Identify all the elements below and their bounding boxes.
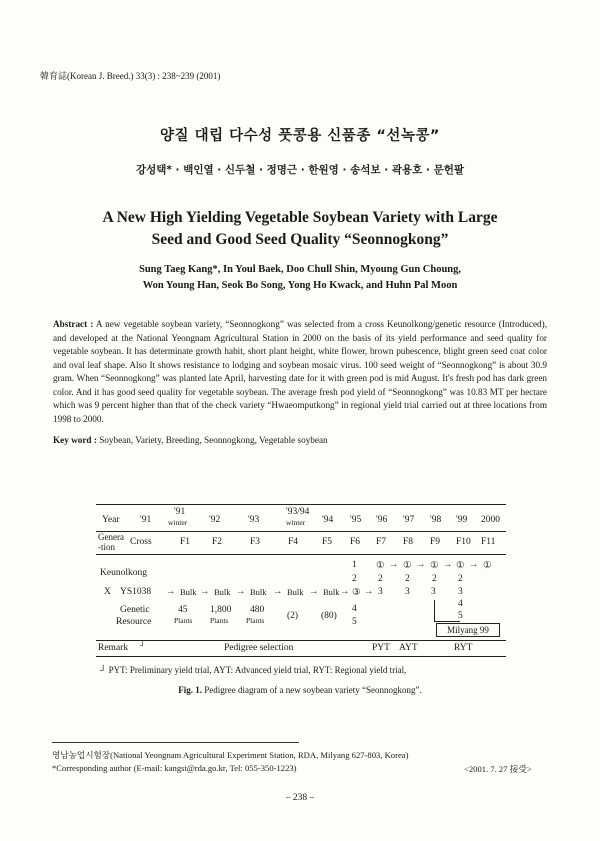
winter-label-94: winter (286, 518, 306, 527)
gen-f7: F7 (376, 537, 387, 547)
plants-label-f2: Plants (210, 616, 229, 625)
keyword-label: Key word : (53, 435, 97, 445)
circled-one-96: ① (376, 561, 385, 571)
year-96: '96 (376, 515, 388, 525)
num-3-99: 3 (458, 587, 463, 597)
num-2-99: 2 (458, 574, 463, 584)
abstract-label: Abstract : (53, 319, 94, 329)
pedigree-selection-label: Pedigree selection (224, 643, 294, 653)
num-2-96: 2 (378, 574, 383, 584)
arrow-1: → (166, 587, 176, 597)
line-num-5: 5 (352, 617, 357, 627)
arrow-7: → (364, 587, 374, 597)
year-92: '92 (209, 515, 221, 525)
ryt-label: RYT (454, 643, 473, 653)
resource-label-2: Resource (116, 617, 152, 627)
paper-title (40, 207, 560, 251)
num-3-97: 3 (405, 587, 410, 597)
plants-count-f2: 1,800 (210, 605, 232, 615)
num-2-97: 2 (405, 574, 410, 584)
figure-footnote: ┘ PYT: Preliminary yield trial, AYT: Advanced yield trial, RYT: Regional yield trial, (100, 665, 407, 675)
year-93: '93 (248, 515, 260, 525)
line-num-2: 2 (352, 574, 357, 584)
bulk-f2: Bulk (214, 587, 231, 597)
arrow-3: → (236, 587, 246, 597)
gen-f3: F3 (250, 537, 261, 547)
keyword-text: Soybean, Variety, Breeding, Seonnogkong, Vegetable soybean (99, 435, 328, 445)
year-91b: '91 (174, 507, 186, 517)
remark-top-rule (96, 640, 506, 641)
author-list (40, 262, 560, 294)
plants-count-f1: 45 (178, 605, 188, 615)
year-97: '97 (403, 515, 415, 525)
year-row-rule (96, 531, 506, 532)
circled-one-98: ① (430, 561, 439, 571)
arrow-99-2000: → (469, 560, 479, 570)
plants-count-f3: 480 (250, 605, 265, 615)
arrow-2: → (200, 587, 210, 597)
remark-mark: ┘ (140, 641, 146, 650)
num-3-98: 3 (431, 587, 436, 597)
korean-title: 양질 대립 다수성 풋콩용 신품종 “선녹콩” (160, 128, 440, 144)
caption-label: Fig. 1. (178, 685, 203, 695)
authors-line-2: Won Young Han, Seok Bo Song, Yong Ho Kwack, and Huhn Pal Moon (142, 280, 458, 291)
num-2-98: 2 (432, 574, 437, 584)
year-98: '98 (430, 515, 442, 525)
year-93-94: '93/94 (286, 507, 310, 517)
gen-cross: Cross (130, 537, 152, 547)
resource-label-1: Genetic (120, 605, 150, 615)
year-99: '99 (456, 515, 468, 525)
bulk-f4: Bulk (287, 587, 304, 597)
remark-label: Remark (98, 643, 129, 653)
year-95: '95 (350, 515, 362, 525)
figure-caption (0, 685, 600, 695)
abstract-text: A new vegetable soybean variety, “Seonnogkong” was selected from a cross Keunolkong/genetic resource (Introduced), and developed at the National Yeongnam Agricultural Station in 2000 on the basis of its yield performance and seed quality for vegetable soybean. It has determinate growth habit, short plant height, white flower, brown pubescence, blight green seed coat color and oval leaf shape. Also It shows resistance to lodging and soybean mosaic virus. 100 seed weight of “Seonnogkong” is about 30.9 gram. When “Seonnogkong” was planted late April, harvesting date for it with green pod is mid August. It's fresh pod has dark green color. And it has good seed quality for vegetable soybean. The average fresh pod yield of “Seonnogkong” was 10.83 MT per hectare which was 9 percent higher than that of the check variety “Hwaeomputkong” in regional yield trial carried out at three locations from 1998 to 2000. (53, 319, 548, 424)
parent-keunolkong: Keunolkong (100, 568, 147, 578)
caption-text: Pedigree diagram of a new soybean variety “Seonnogkong”. (204, 685, 422, 695)
affiliation-block (52, 749, 408, 774)
affiliation: 영남농업시험장(National Yeongnam Agricultural Experiment Station, RDA, Milyang 627-803, Korea) (52, 750, 409, 760)
arrow-6: → (340, 587, 350, 597)
generation-row-rule (96, 554, 506, 555)
generation-label-2: -tion (98, 542, 115, 552)
parent-ys1038: YS1038 (120, 587, 152, 597)
abstract (53, 318, 547, 426)
gen-f9: F9 (430, 537, 441, 547)
korean-authors: 강성택* · 백인열 · 신두철 · 정명근 · 한원영 · 송석보 · 곽용호 · 문헌팔 (135, 164, 465, 176)
circled-one-99: ① (456, 561, 465, 571)
num-5-99: 5 (458, 611, 463, 621)
gen-f2: F2 (212, 537, 223, 547)
gen-f6: F6 (350, 537, 361, 547)
page-number: – 238 – (285, 793, 315, 803)
bulk-f1: Bulk (180, 587, 197, 597)
winter-label-91: winter (168, 518, 188, 527)
gen-f8: F8 (403, 537, 414, 547)
line-num-4: 4 (352, 604, 357, 614)
num-4-99: 4 (458, 599, 463, 609)
received-date: <2001. 7. 27 接受> (464, 764, 532, 774)
gen-f11: F11 (481, 537, 496, 547)
selection-connector-horizontal (434, 621, 460, 622)
gen-f1: F1 (180, 537, 191, 547)
title-line-2: Seed and Good Seed Quality “Seonnogkong” (151, 231, 449, 248)
bulk-f5: Bulk (323, 587, 340, 597)
plants-count-f4: (2) (287, 611, 299, 621)
circled-one-97: ① (403, 561, 412, 571)
title-line-1: A New High Yielding Vegetable Soybean Variety with Large (102, 209, 498, 226)
generation-label-1: Genera (98, 532, 124, 542)
milyang-99-box: Milyang 99 (436, 623, 500, 637)
line-num-3-circled: ③ (352, 588, 361, 598)
line-num-1: 1 (352, 560, 357, 570)
year-2000: 2000 (481, 515, 500, 525)
year-label: Year (102, 515, 120, 525)
remark-bottom-rule (96, 656, 506, 657)
circled-one-2000: ① (483, 561, 492, 571)
authors-line-1: Sung Taeg Kang*, In Youl Baek, Doo Chull Shin, Myoung Gun Choung, (138, 264, 462, 275)
arrow-96-97: → (389, 560, 399, 570)
cross-mark: X (104, 587, 111, 597)
num-3-96: 3 (378, 587, 383, 597)
gen-f4: F4 (288, 537, 299, 547)
arrow-5: → (309, 587, 319, 597)
arrow-97-98: → (416, 560, 426, 570)
table-top-rule (96, 504, 506, 505)
year-94: '94 (322, 515, 334, 525)
arrow-98-99: → (443, 560, 453, 570)
gen-f5: F5 (322, 537, 333, 547)
plants-label-f3: Plants (246, 616, 265, 625)
bulk-f3: Bulk (250, 587, 267, 597)
arrow-4: → (273, 587, 283, 597)
year-91a: '91 (140, 515, 152, 525)
plants-label-f1: Plants (174, 616, 193, 625)
pedigree-diagram (96, 504, 506, 664)
pyt-label: PYT (372, 643, 390, 653)
plants-count-f5: (80) (321, 611, 337, 621)
ayt-label: AYT (399, 643, 418, 653)
gen-f10: F10 (456, 537, 471, 547)
selection-connector-vertical (434, 600, 435, 622)
corresponding-author: *Corresponding author (E-mail: kangst@rda.go.kr, Tel: 055-350-1223) (52, 762, 297, 773)
footnote-divider (52, 742, 299, 743)
journal-header: 韓育誌(Korean J. Breed.) 33(3) : 238~239 (2001) (40, 71, 221, 81)
keywords (53, 435, 547, 445)
